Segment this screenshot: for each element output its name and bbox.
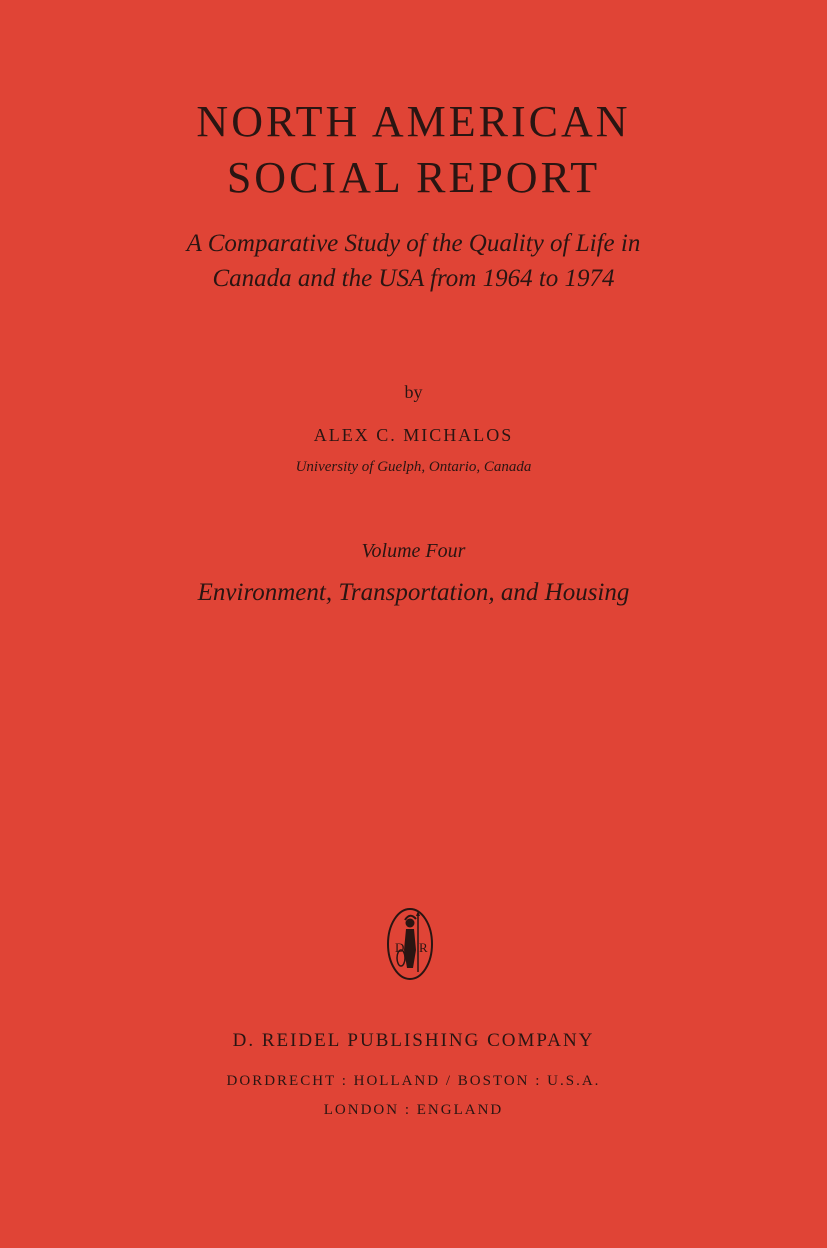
author-affiliation: University of Guelph, Ontario, Canada: [295, 459, 532, 475]
publisher-locations-line-2: LONDON : ENGLAND: [323, 1102, 504, 1118]
volume-title: Environment, Transportation, and Housing: [197, 579, 630, 606]
book-title-line-1: NORTH AMERICAN: [196, 97, 631, 146]
publisher-emblem-icon: [385, 906, 435, 982]
book-subtitle-line-1: A Comparative Study of the Quality of Life in: [186, 230, 641, 257]
publisher-locations-line-1: DORDRECHT : HOLLAND / BOSTON : U.S.A.: [226, 1073, 601, 1089]
volume-number: Volume Four: [361, 540, 466, 562]
book-title-line-2: SOCIAL REPORT: [226, 153, 601, 202]
publisher-name: D. REIDEL PUBLISHING COMPANY: [232, 1030, 595, 1051]
author-name: ALEX C. MICHALOS: [313, 425, 514, 445]
by-label: by: [404, 382, 423, 402]
book-subtitle-line-2: Canada and the USA from 1964 to 1974: [212, 265, 615, 292]
svg-text:R: R: [419, 940, 428, 955]
svg-text:D: D: [395, 940, 405, 955]
